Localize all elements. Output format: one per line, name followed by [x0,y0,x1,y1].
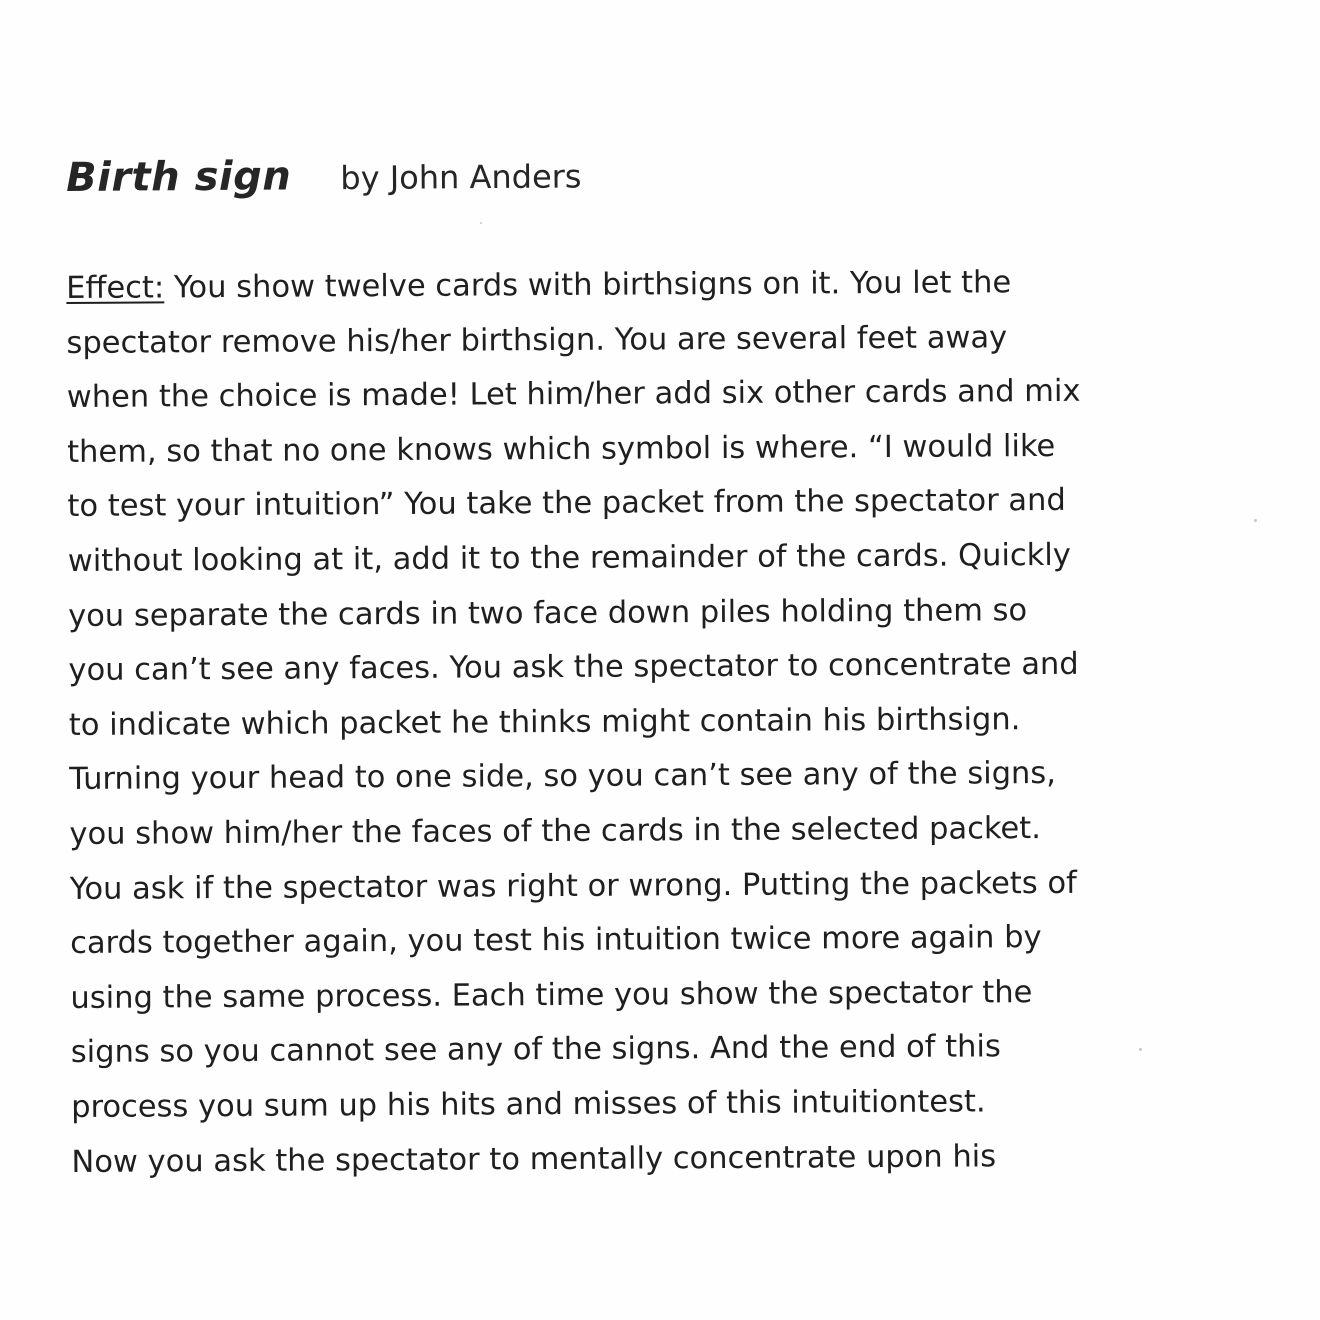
scan-speck [480,222,482,224]
text-line [66,255,1226,317]
text-line: to indicate which packet he thinks might contain his birthsign. [68,701,1021,743]
text-line: signs so you cannot see any of the signs. And the end of this [70,1029,1001,1071]
text-line: spectator remove his/her birthsign. You are several feet away [66,319,1008,361]
text-line: Turning your head to one side, so you can’t see any of the signs, [69,756,1057,798]
text-line: you separate the cards in two face down piles holding them so [68,592,1028,634]
text-line: without looking at it, add it to the remainder of the cards. Quickly [67,537,1071,579]
text-line: them, so that no one knows which symbol is where. “I would like [67,428,1056,470]
text-line: to test your intuition” You take the packet from the spectator and [67,483,1066,525]
author-byline: by John Anders [340,157,582,198]
title-line [66,151,582,201]
page-title: Birth sign [66,153,292,201]
effect-paragraph [66,255,1232,1180]
text-line: using the same process. Each time you show the spectator the [70,974,1033,1016]
text-line: cards together again, you test his intuition twice more again by [70,920,1042,962]
text-line: you can’t see any faces. You ask the spectator to concentrate and [68,646,1079,689]
text-line: when the choice is made! Let him/her add six other cards and mix [66,373,1081,416]
text-line: Now you ask the spectator to mentally concentrate upon his [71,1138,997,1180]
text-line: you show him/her the faces of the cards in the selected packet. [69,810,1042,852]
text-line-content: You show twelve cards with birthsigns on it. You let the [164,265,1012,306]
scan-speck [1254,519,1257,522]
effect-label: Effect: [66,270,165,306]
text-line: You ask if the spectator was right or wrong. Putting the packets of [69,865,1077,907]
text-line: process you sum up his hits and misses of this intuitiontest. [71,1084,986,1125]
